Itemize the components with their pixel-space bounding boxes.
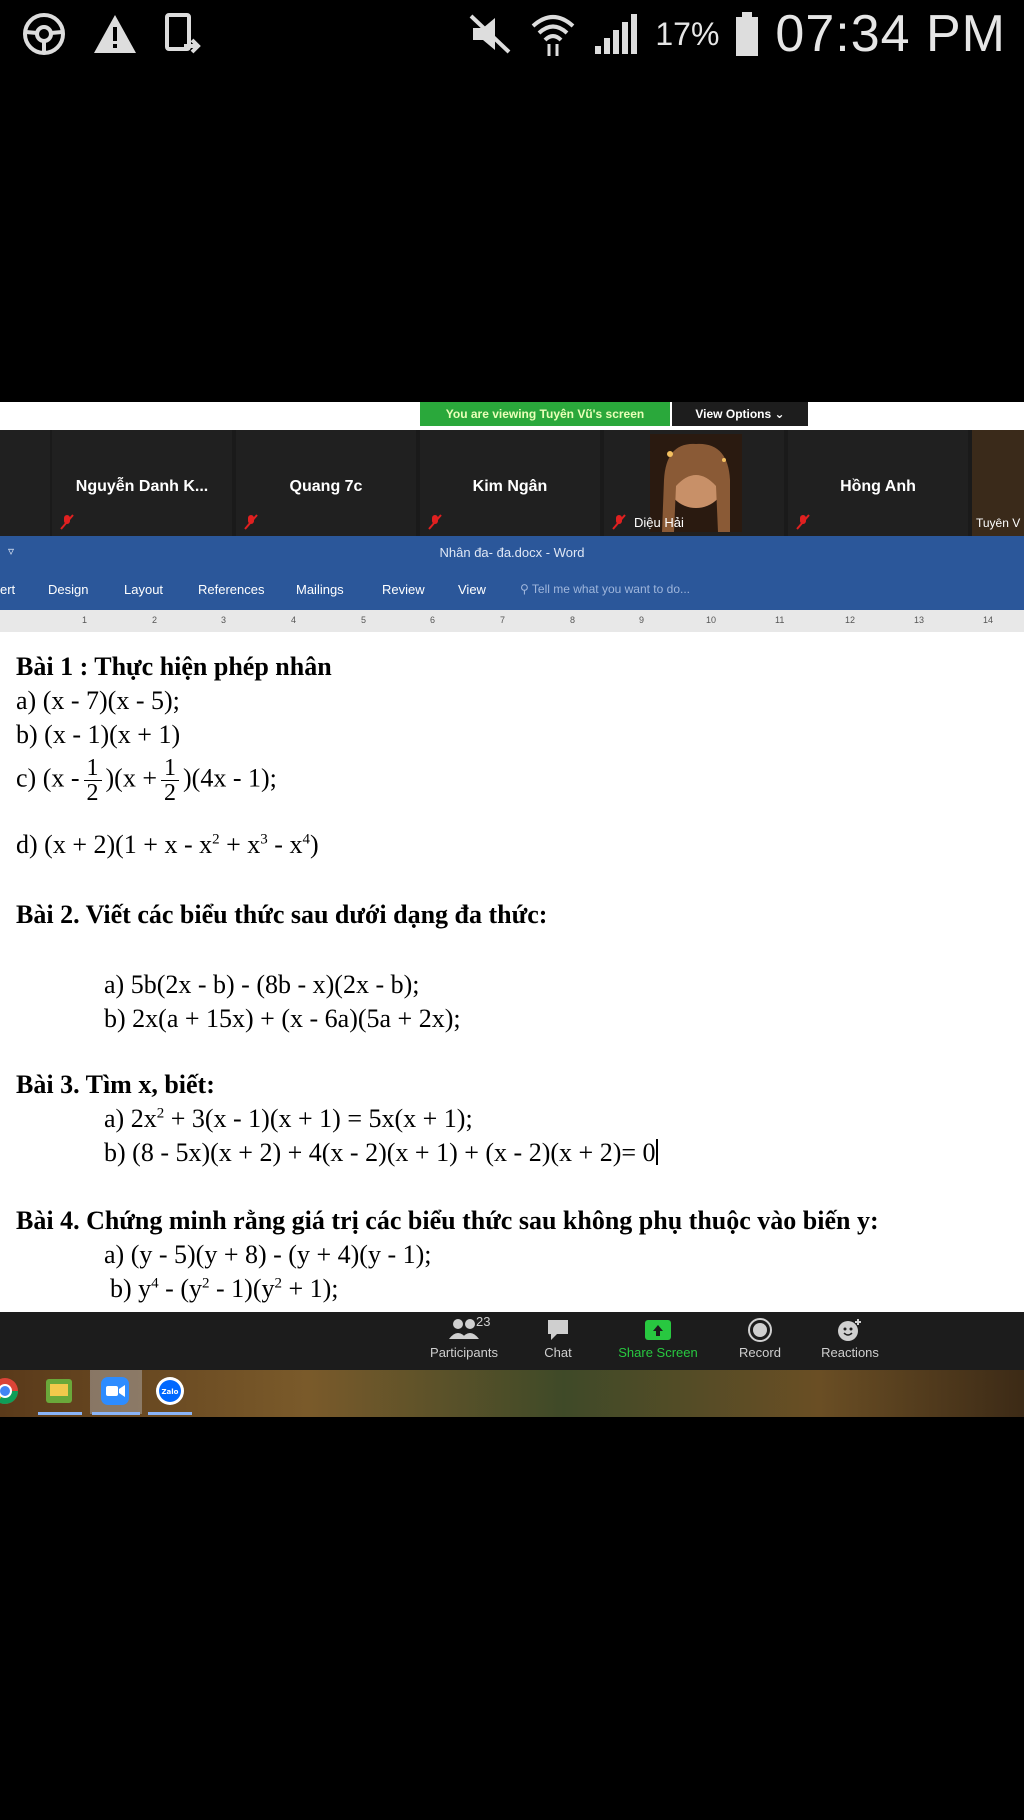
zalo-icon[interactable] [155, 1376, 185, 1406]
ruler-number: 11 [775, 615, 785, 625]
chat-button[interactable] [508, 1317, 608, 1360]
tab-view[interactable]: View [458, 582, 486, 597]
ruler-number: 3 [221, 615, 227, 625]
exercise-1d [16, 830, 319, 860]
participant-tile-partial[interactable] [0, 430, 50, 536]
exercise-2b: b) 2x(a + 15x) + (x - 6a)(5a + 2x); [104, 1004, 461, 1033]
horizontal-ruler[interactable] [0, 610, 1024, 633]
exponent: 4 [151, 1275, 159, 1292]
zoom-icon[interactable] [100, 1376, 130, 1406]
word-ribbon [0, 570, 1024, 610]
participant-strip [0, 430, 1024, 536]
tab-design[interactable]: Design [48, 582, 89, 597]
participant-tile[interactable] [604, 430, 784, 536]
expression-part: c) (x - [16, 763, 80, 793]
warning-icon [92, 13, 138, 55]
ruler-number: 10 [706, 615, 717, 625]
tab-insert[interactable]: ert [0, 582, 16, 597]
participant-tile[interactable] [788, 430, 968, 536]
expression-part: ) [309, 830, 319, 859]
expression-part: + 3(x - 1)(x + 1) = 5x(x + 1); [164, 1104, 473, 1133]
participants-label: Participants [430, 1345, 498, 1360]
fraction-denominator: 2 [86, 780, 99, 806]
chrome-icon[interactable] [0, 1376, 20, 1406]
reactions-button[interactable] [800, 1317, 900, 1360]
ruler-number: 12 [845, 615, 856, 625]
mic-muted-icon [244, 514, 258, 530]
participant-count: 23 [476, 1314, 491, 1329]
quick-access-icon[interactable]: ▿ [8, 544, 15, 558]
windows-taskbar [0, 1370, 1024, 1417]
expression-part: - (y [158, 1274, 202, 1303]
ruler-number: 5 [361, 615, 367, 625]
expression-part: + 1); [281, 1274, 339, 1303]
fraction-denominator: 2 [164, 780, 176, 806]
mic-muted-icon [428, 514, 442, 530]
mic-muted-icon [796, 514, 810, 530]
expression-part: )(4x - 1); [183, 763, 277, 793]
reactions-label: Reactions [821, 1345, 879, 1360]
exercise-1c [16, 756, 277, 805]
exponent: 2 [156, 1105, 165, 1122]
participant-tile[interactable] [52, 430, 232, 536]
screen-share-icon [164, 12, 202, 56]
signal-icon [593, 12, 639, 56]
document-title: Nhân đa- đa.docx - Word [439, 545, 585, 560]
expression-part: d) (x + 2)(1 + x - x [16, 830, 213, 859]
active-app-indicator [92, 1412, 140, 1415]
chat-label: Chat [544, 1345, 572, 1360]
active-app-indicator [38, 1412, 82, 1415]
exponent: 2 [274, 1275, 282, 1292]
fraction-numerator: 1 [84, 756, 102, 781]
ruler-number: 4 [291, 615, 297, 625]
tab-layout[interactable]: Layout [124, 582, 164, 597]
participant-name: Tuyên V [976, 516, 1021, 530]
record-label: Record [739, 1345, 781, 1360]
participant-tile[interactable] [972, 430, 1024, 536]
record-button[interactable] [710, 1317, 810, 1360]
ruler-number: 9 [639, 615, 645, 625]
exercise-2-title: Bài 2. Viết các biểu thức sau dưới dạng đa thức: [16, 900, 548, 929]
participant-name: Kim Ngân [472, 478, 548, 495]
ruler-number: 2 [152, 615, 158, 625]
zalo-icon-label: Zalo [161, 1388, 179, 1396]
exponent: 3 [260, 831, 268, 848]
viewing-screen-banner: You are viewing Tuyên Vũ's screen [420, 402, 670, 426]
ruler-number: 1 [82, 615, 88, 625]
fraction [84, 756, 102, 805]
chat-icon [545, 1317, 571, 1343]
battery-percent: 17% [655, 15, 720, 52]
game-icon[interactable] [44, 1376, 74, 1406]
participant-name: Quang 7c [289, 478, 363, 495]
exercise-4a: a) (y - 5)(y + 8) - (y + 4)(y - 1); [104, 1240, 432, 1269]
exponent: 4 [302, 831, 310, 848]
exercise-3a [104, 1104, 473, 1134]
exercise-1-title: Bài 1 : Thực hiện phép nhân [16, 652, 332, 681]
battery-icon [735, 11, 759, 57]
participant-name: Nguyễn Danh K... [75, 478, 209, 495]
status-bar [0, 0, 1024, 76]
mute-icon [467, 12, 513, 56]
exponent: 2 [202, 1275, 210, 1292]
expression-part: a) 2x [104, 1104, 157, 1133]
ruler-number: 8 [570, 615, 576, 625]
exercise-4b [110, 1274, 339, 1304]
exponent: 2 [212, 831, 220, 848]
record-icon [747, 1317, 773, 1343]
mic-muted-icon [60, 514, 74, 530]
participant-tile[interactable] [236, 430, 416, 536]
participants-button[interactable] [414, 1314, 514, 1360]
exercise-1b: b) (x - 1)(x + 1) [16, 720, 181, 749]
fraction-numerator: 1 [161, 756, 179, 781]
share-screen-icon [643, 1317, 673, 1343]
tell-me-placeholder: Tell me what you want to do... [531, 582, 691, 596]
word-title-bar [0, 536, 1024, 570]
participant-tile[interactable] [420, 430, 600, 536]
exercise-4-title: Bài 4. Chứng minh rằng giá trị các biểu thức sau không phụ thuộc vào biến y: [16, 1206, 879, 1235]
wifi-icon [529, 10, 577, 58]
document-page[interactable] [0, 632, 1024, 1312]
mic-muted-icon [612, 514, 626, 530]
expression-part: )(x + [105, 763, 157, 793]
tab-references[interactable]: References [198, 582, 265, 597]
lightbulb-icon: ⚲ [520, 582, 529, 596]
steering-wheel-icon [22, 12, 66, 56]
chevron-down-icon: ⌄ [774, 407, 785, 421]
fraction [161, 756, 179, 805]
expression-part: b) (8 - 5x)(x + 2) + 4(x - 2)(x + 1) + (x - 2)(x + 2)= 0 [104, 1138, 656, 1167]
tab-mailings[interactable]: Mailings [296, 582, 344, 597]
tell-me-search[interactable] [520, 582, 690, 596]
expression-part: b) y [110, 1274, 152, 1303]
expression-part: - 1)(y [209, 1274, 275, 1303]
exercise-3-title: Bài 3. Tìm x, biết: [16, 1070, 215, 1099]
ruler-number: 13 [914, 615, 925, 625]
expression-part: - x [267, 830, 303, 859]
ruler-number: 6 [430, 615, 436, 625]
participant-name: Hồng Anh [840, 478, 916, 495]
share-screen-button[interactable] [608, 1317, 708, 1360]
active-app-indicator [148, 1412, 192, 1415]
clock: 07:34 PM [775, 5, 1006, 63]
reactions-icon [836, 1317, 864, 1343]
ruler-number: 7 [500, 615, 506, 625]
tab-review[interactable]: Review [382, 582, 425, 597]
ruler-number: 14 [983, 615, 994, 625]
expression-part: + x [219, 830, 261, 859]
zoom-control-bar [0, 1312, 1024, 1370]
exercise-1a: a) (x - 7)(x - 5); [16, 686, 180, 715]
exercise-2a: a) 5b(2x - b) - (8b - x)(2x - b); [104, 970, 420, 999]
zoom-meeting-window [0, 402, 1024, 1417]
view-options-button[interactable] [672, 402, 808, 426]
share-screen-label: Share Screen [618, 1345, 698, 1360]
view-options-label: View Options [695, 407, 772, 421]
text-cursor [656, 1139, 658, 1165]
exercise-3b [104, 1138, 658, 1168]
participant-name: Diệu Hải [634, 515, 684, 530]
